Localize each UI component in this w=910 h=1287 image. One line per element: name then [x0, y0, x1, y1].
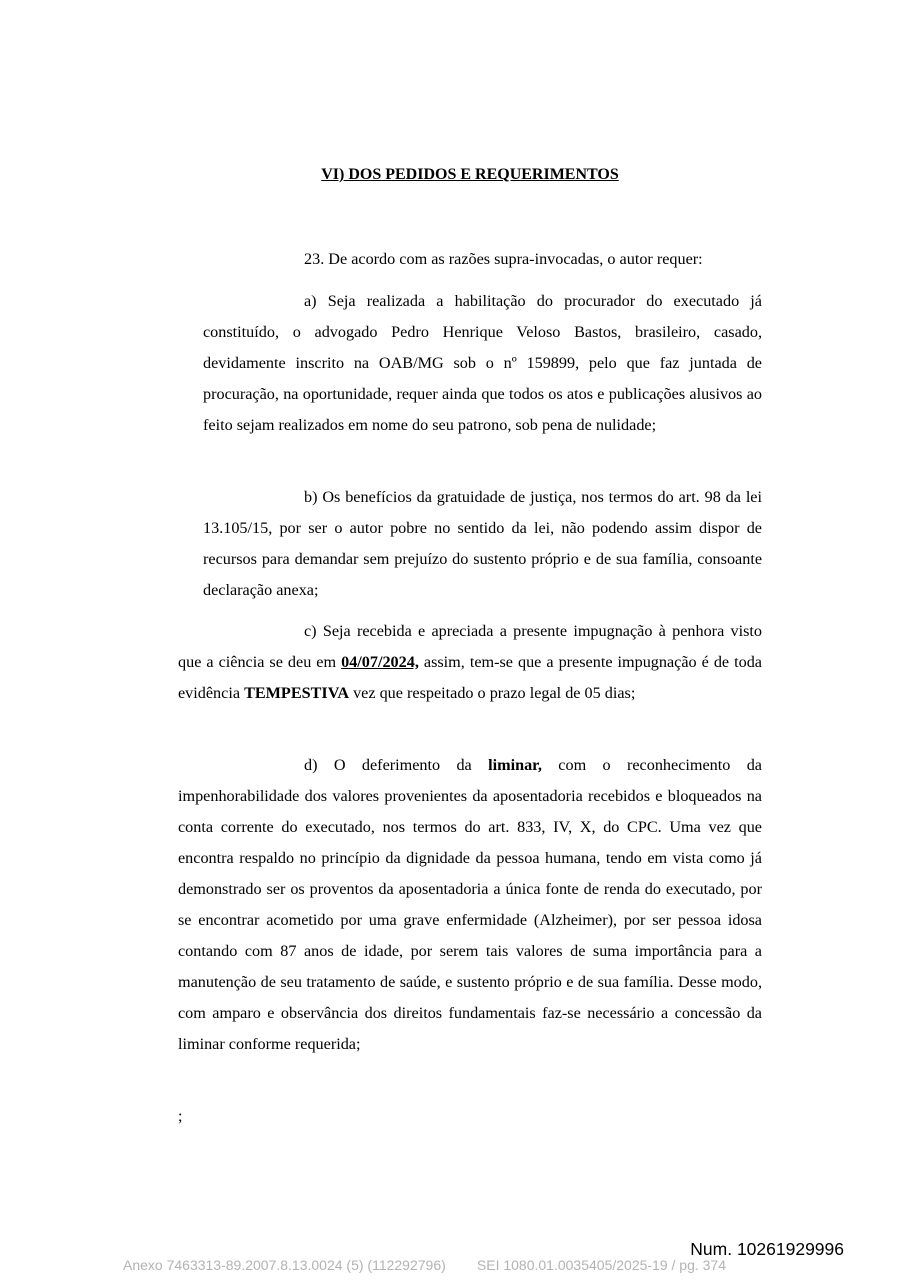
footer-gap — [446, 1257, 477, 1273]
paragraph-c-text-2: assim, tem-se que a presente impugnação é de toda evidência — [178, 653, 762, 702]
paragraph-c — [178, 616, 762, 709]
document-number: Num. 10261929996 — [690, 1239, 844, 1259]
paragraph-d-text-1: d) O deferimento da — [304, 756, 489, 774]
paragraph-d — [178, 750, 762, 1060]
paragraph-c-text-3: vez que respeitado o prazo legal de 05 dias; — [349, 684, 636, 702]
paragraph-d-emphasis: liminar, — [488, 756, 542, 774]
paragraph-c-emphasis: TEMPESTIVA — [244, 684, 350, 702]
paragraph-b: b) Os benefícios da gratuidade de justiça, nos termos do art. 98 da lei 13.105/15, por ser o autor pobre no sentido da lei, não podendo assim dispor de recursos para demandar sem prejuízo do sustento próprio e de sua família, consoante declaração anexa; — [203, 488, 762, 599]
paragraph-23: 23. De acordo com as razões supra-invocadas, o autor requer: — [304, 250, 703, 268]
stray-semicolon: ; — [178, 1108, 183, 1125]
paragraph-d-text-2: com o reconhecimento da impenhorabilidade dos valores provenientes da aposentadoria recebidos e bloqueados na conta corrente do executado, nos termos do art. 833, IV, X, do CPC. Uma vez que encontra respaldo no princípio da dignidade da pessoa humana, tendo em vista como já demonstrado ser os proventos da aposentadoria a única fonte de renda do executado, por se encontrar acometido por uma grave enfermidade (Alzheimer), por ser pessoa idosa contando com 87 anos de idade, por serem tais valores de suma importância para a manutenção de seu tratamento de saúde, e sustento próprio e de sua família. Desse modo, com amparo e observância dos direitos fundamentais faz-se necessário a concessão da liminar conforme requerida; — [178, 756, 762, 1053]
paragraph-c-text-1: c) Seja recebida e apreciada a presente impugnação à penhora visto que a ciência se deu em — [178, 622, 762, 671]
footer-watermark — [123, 1257, 726, 1273]
paragraph-a: a) Seja realizada a habilitação do procurador do executado já constituído, o advogado Pedro Henrique Veloso Bastos, brasileiro, casado, devidamente inscrito na OAB/MG sob o nº 159899, pelo que faz juntada de procuração, na oportunidade, requer ainda que todos os atos e publicações alusivos ao feito sejam realizados em nome do seu patrono, sob pena de nulidade; — [203, 292, 762, 434]
footer-sei: SEI 1080.01.0035405/2025-19 / pg. 374 — [476, 1257, 727, 1273]
section-heading: VI) DOS PEDIDOS E REQUERIMENTOS — [321, 166, 619, 183]
paragraph-c-date: 04/07/2024, — [341, 653, 419, 671]
footer-anexo: Anexo 7463313-89.2007.8.13.0024 (5) (112292796) — [123, 1257, 446, 1273]
